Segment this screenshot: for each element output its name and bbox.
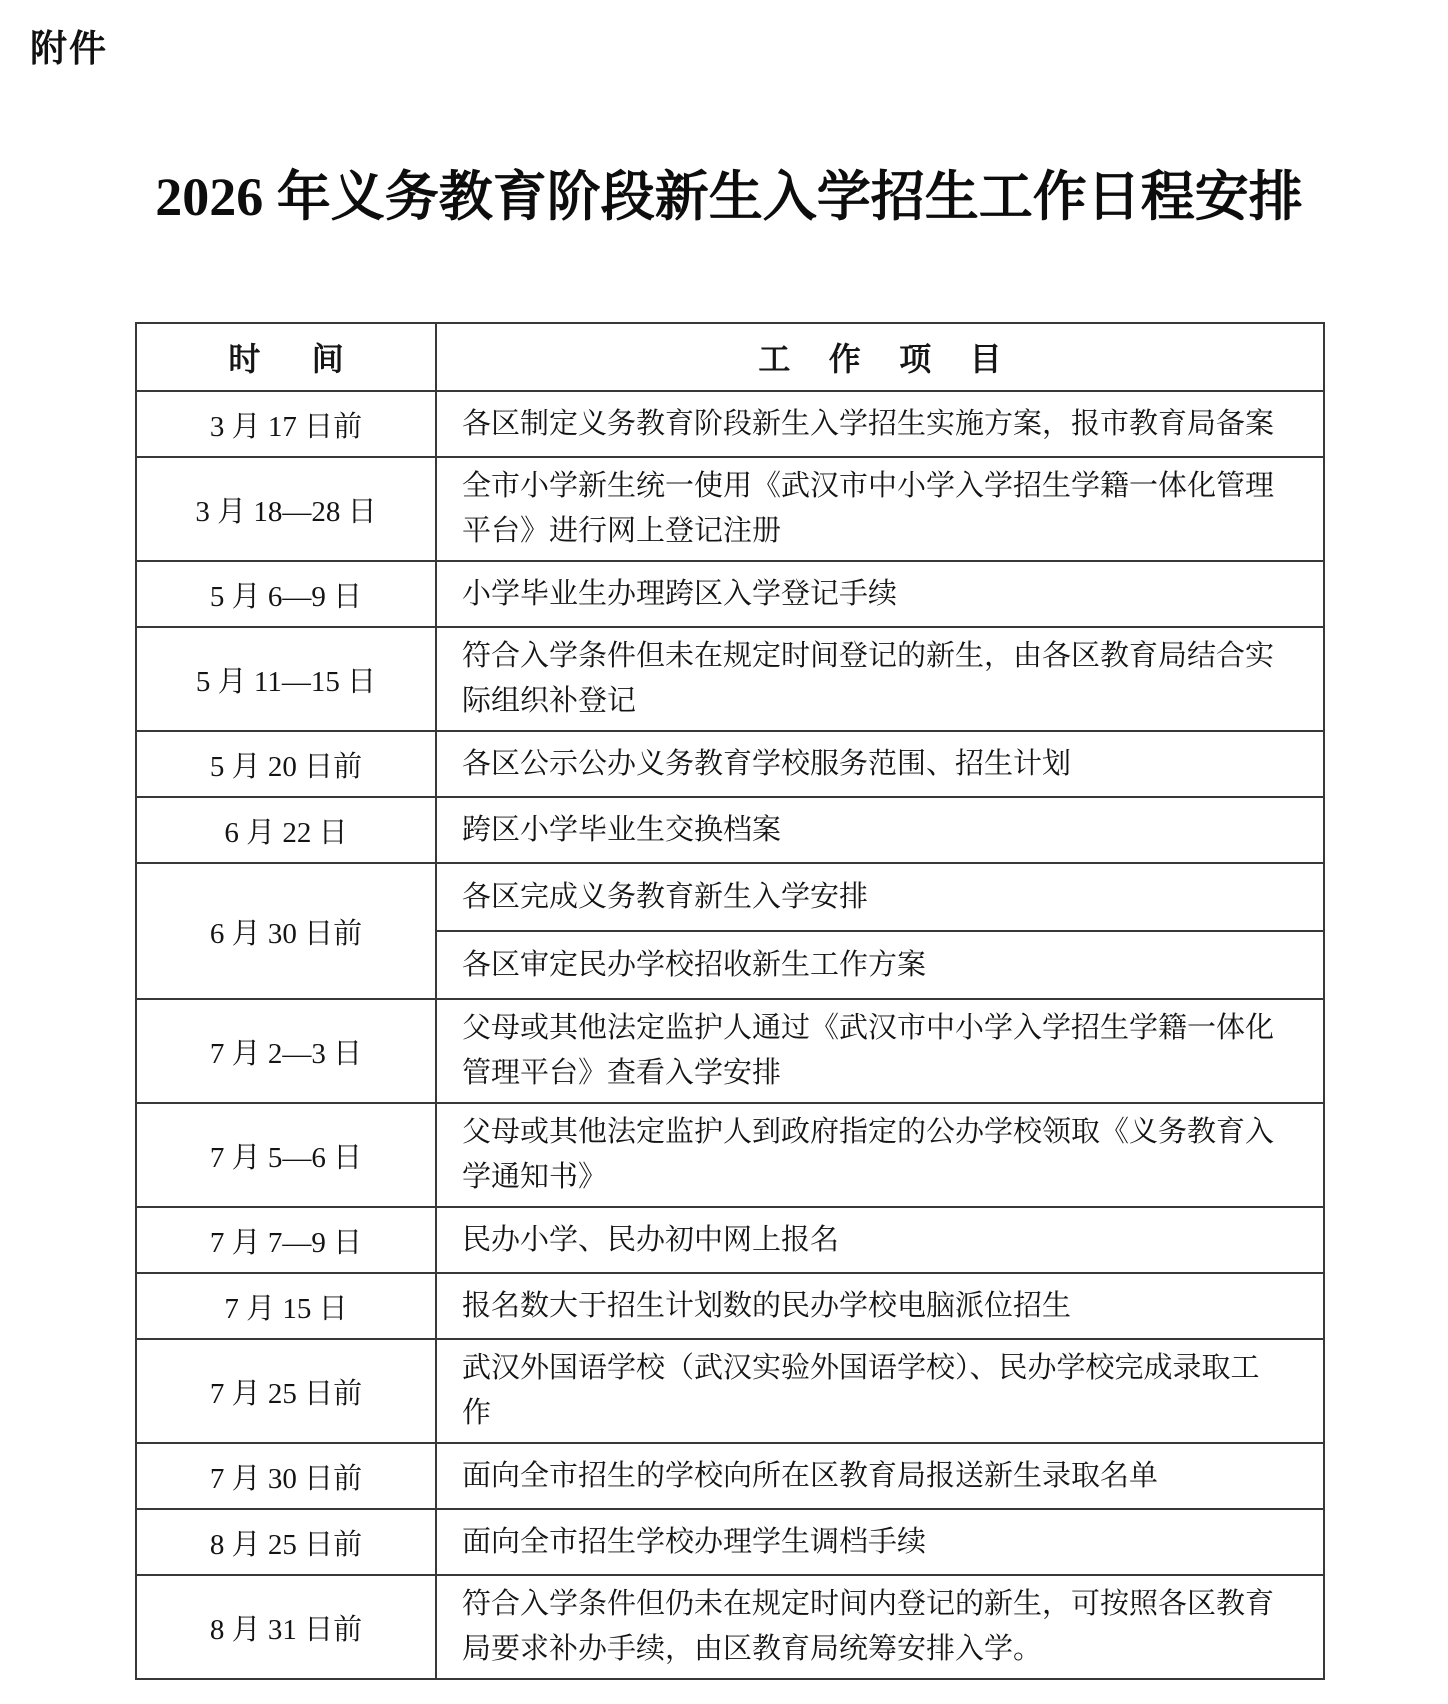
task-cell: 武汉外国语学校（武汉实验外国语学校）、民办学校完成录取工作 [436, 1339, 1324, 1443]
time-cell: 7 月 30 日前 [136, 1443, 436, 1509]
task-cell: 各区制定义务教育阶段新生入学招生实施方案，报市教育局备案 [436, 391, 1324, 457]
time-cell: 7 月 2—3 日 [136, 999, 436, 1103]
time-cell: 3 月 17 日前 [136, 391, 436, 457]
table-header-time-label: 时间 [228, 340, 395, 378]
schedule-row [136, 561, 1324, 627]
schedule-row [136, 1103, 1324, 1207]
schedule-row [136, 1339, 1324, 1443]
task-cell: 父母或其他法定监护人通过《武汉市中小学入学招生学籍一体化管理平台》查看入学安排 [436, 999, 1324, 1103]
time-cell: 7 月 15 日 [136, 1273, 436, 1339]
table-header-time [136, 323, 436, 391]
time-cell: 6 月 22 日 [136, 797, 436, 863]
time-cell: 3 月 18—28 日 [136, 457, 436, 561]
task-cell: 各区公示公办义务教育学校服务范围、招生计划 [436, 731, 1324, 797]
task-cell: 符合入学条件但未在规定时间登记的新生，由各区教育局结合实际组织补登记 [436, 627, 1324, 731]
schedule-table [135, 322, 1325, 1680]
task-cell: 面向全市招生学校办理学生调档手续 [436, 1509, 1324, 1575]
attachment-label: 附件 [30, 27, 108, 70]
task-cell: 符合入学条件但仍未在规定时间内登记的新生，可按照各区教育局要求补办手续，由区教育局统筹安排入学。 [436, 1575, 1324, 1679]
task-cell: 面向全市招生的学校向所在区教育局报送新生录取名单 [436, 1443, 1324, 1509]
schedule-table-body [136, 391, 1324, 1679]
task-cell: 各区完成义务教育新生入学安排 [436, 863, 1324, 931]
task-cell: 报名数大于招生计划数的民办学校电脑派位招生 [436, 1273, 1324, 1339]
schedule-table-container [135, 322, 1323, 1680]
time-cell: 7 月 25 日前 [136, 1339, 436, 1443]
task-cell: 跨区小学毕业生交换档案 [436, 797, 1324, 863]
schedule-row [136, 1575, 1324, 1679]
schedule-row [136, 731, 1324, 797]
time-cell: 5 月 11—15 日 [136, 627, 436, 731]
schedule-row [136, 457, 1324, 561]
schedule-row [136, 1509, 1324, 1575]
schedule-row [136, 999, 1324, 1103]
schedule-row [136, 863, 1324, 931]
task-cell: 各区审定民办学校招收新生工作方案 [436, 931, 1324, 999]
task-cell: 父母或其他法定监护人到政府指定的公办学校领取《义务教育入学通知书》 [436, 1103, 1324, 1207]
page-title: 2026 年义务教育阶段新生入学招生工作日程安排 [155, 167, 1303, 227]
schedule-row [136, 1273, 1324, 1339]
time-cell: 7 月 5—6 日 [136, 1103, 436, 1207]
table-header-row [136, 323, 1324, 391]
schedule-row [136, 627, 1324, 731]
time-cell: 8 月 25 日前 [136, 1509, 436, 1575]
schedule-row [136, 797, 1324, 863]
time-cell: 7 月 7—9 日 [136, 1207, 436, 1273]
table-header-task [436, 323, 1324, 391]
time-cell: 8 月 31 日前 [136, 1575, 436, 1679]
time-cell: 6 月 30 日前 [136, 863, 436, 999]
schedule-row [136, 391, 1324, 457]
task-cell: 全市小学新生统一使用《武汉市中小学入学招生学籍一体化管理平台》进行网上登记注册 [436, 457, 1324, 561]
time-cell: 5 月 6—9 日 [136, 561, 436, 627]
task-cell: 民办小学、民办初中网上报名 [436, 1207, 1324, 1273]
schedule-row [136, 1207, 1324, 1273]
schedule-row [136, 1443, 1324, 1509]
table-header-task-label: 工作项目 [758, 340, 1040, 378]
time-cell: 5 月 20 日前 [136, 731, 436, 797]
task-cell: 小学毕业生办理跨区入学登记手续 [436, 561, 1324, 627]
